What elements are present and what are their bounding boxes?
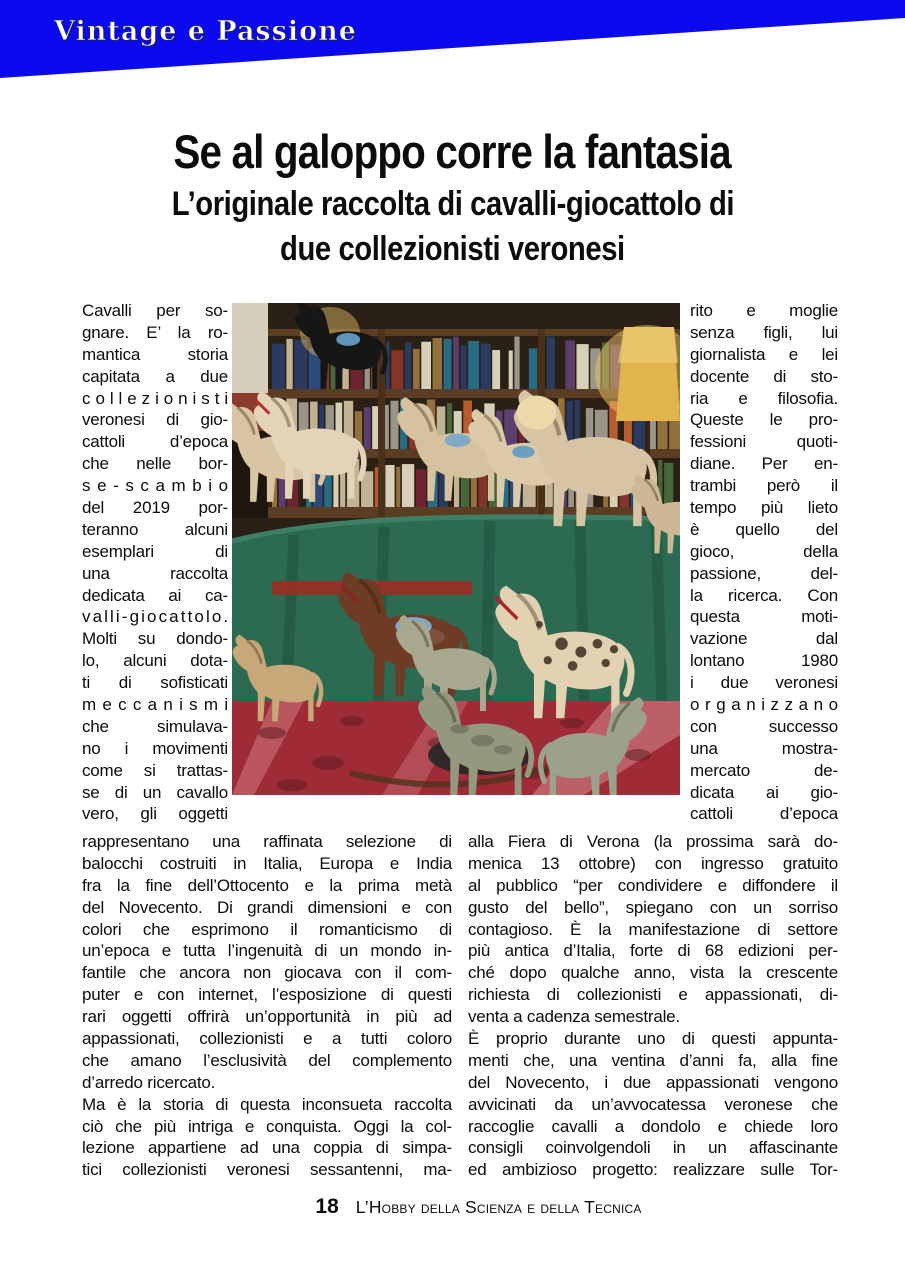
text-line: m e c c a n i s m i <box>82 695 228 715</box>
text-line: d’arredo ricercato. <box>82 1072 216 1092</box>
text-line: capitata a due <box>82 366 228 386</box>
text-line: una mostra- <box>690 738 838 758</box>
text-line: dicata ai gio- <box>690 782 838 802</box>
subtitle-line: L’originale raccolta di cavalli-giocattolo di <box>171 185 734 223</box>
text-line: rappresentano una raffinata selezione di <box>82 832 452 851</box>
text-line: richiesta di collezionisti e appassionati, di- <box>468 985 838 1005</box>
text-line: ti di sofisticati <box>82 673 228 693</box>
text-column-wide-right <box>468 831 838 1181</box>
text-line: Ma è la storia di questa inconsueta raccolta <box>82 1094 452 1114</box>
text-line: tempo più lieto <box>690 498 838 518</box>
text-line: c o l l e z i o n i s t i <box>82 388 228 408</box>
text-line: questa moti- <box>690 607 838 627</box>
text-line: contagioso. È la manifestazione di settore <box>468 919 838 939</box>
text-line: gioco, della <box>690 541 838 561</box>
text-line: rito e moglie <box>690 301 838 320</box>
text-line: che nelle bor- <box>82 454 228 474</box>
text-line: raccoglie cavalli a dondolo e chiede loro <box>468 1116 838 1136</box>
text-column-narrow-right <box>690 300 838 825</box>
text-line: lo, alcuni dota- <box>82 651 228 671</box>
text-line: avvicinati da un’avvocatessa veronese che <box>468 1094 838 1114</box>
text-line: i due veronesi <box>690 673 838 693</box>
text-line: teranno alcuni <box>82 519 228 539</box>
text-line: del 2019 por- <box>82 498 228 518</box>
text-line: tici collezionisti veronesi sessantenni, ma- <box>82 1160 452 1180</box>
text-line: È proprio durante uno di questi appunta- <box>468 1029 838 1049</box>
text-line: esemplari di <box>82 541 228 561</box>
text-line: dedicata ai ca- <box>82 585 228 605</box>
text-line: vazione dal <box>690 629 838 649</box>
text-line: fantile che ancora non giocava con il com- <box>82 963 452 983</box>
article-title-text: Se al galoppo corre la fantasia <box>173 125 732 178</box>
magazine-title: L’Hobby della Scienza e della Tecnica <box>355 1197 642 1217</box>
text-line: mantica storia <box>82 344 228 364</box>
text-line: senza figli, lui <box>690 322 838 342</box>
text-line: più antica d’Italia, forte di 68 edizioni per- <box>468 941 838 961</box>
text-line: venta a cadenza semestrale. <box>468 1007 680 1027</box>
article-title <box>0 124 905 179</box>
text-line: menti che, una ventina d’anni fa, alla fine <box>468 1050 838 1070</box>
section-label: Vintage e Passione <box>54 16 357 47</box>
text-line: del Novecento, i due appassionati vengono <box>468 1072 838 1092</box>
text-line: consigli coinvolgendoli in un affascinante <box>468 1138 838 1158</box>
text-line: mercato de- <box>690 760 838 780</box>
text-line: ed ambizioso progetto: realizzare sulle Tor- <box>468 1160 838 1180</box>
text-column-wide-left <box>82 831 452 1181</box>
text-line: alla Fiera di Verona (la prossima sarà do- <box>468 832 838 851</box>
text-line: v a l l i - g i o c a t t o l o . <box>82 607 228 627</box>
text-line: che amano l’esclusività del complemento <box>82 1050 452 1070</box>
page-number: 18 <box>315 1195 339 1218</box>
text-line: un’epoca e tutta l’ingenuità di un mondo in- <box>82 941 452 961</box>
text-line: menica 13 ottobre) con ingresso gratuito <box>468 853 838 873</box>
text-line: appassionati, collezionisti e a tutti coloro <box>82 1029 452 1049</box>
text-line: vero, gli oggetti <box>82 804 228 824</box>
text-line: gusto del bello”, spiegano con un sorriso <box>468 897 838 917</box>
text-line: se di un cavallo <box>82 782 228 802</box>
text-line: no i movimenti <box>82 738 228 758</box>
text-line: passione, del- <box>690 563 838 583</box>
text-line: fessioni quoti- <box>690 432 838 452</box>
text-line: docente di sto- <box>690 366 838 386</box>
text-line: Molti su dondo- <box>82 629 228 649</box>
text-line: cattoli d’epoca <box>82 432 228 452</box>
text-line: come si trattas- <box>82 760 228 780</box>
text-line: è quello del <box>690 519 838 539</box>
subtitle-line: due collezionisti veronesi <box>280 230 625 268</box>
text-line: ciò che più intriga e conquista. Oggi la col- <box>82 1116 452 1136</box>
text-line: ria e filosofia. <box>690 388 838 408</box>
text-line: una raccolta <box>82 563 228 583</box>
text-line: s e - s c a m b i o <box>82 476 228 496</box>
text-line: trambi però il <box>690 476 838 496</box>
text-line: giornalista e lei <box>690 344 838 364</box>
text-line: o r g a n i z z a n o <box>690 695 838 715</box>
text-line: veronesi di gio- <box>82 410 228 430</box>
text-line: balocchi costruiti in Italia, Europa e India <box>82 853 452 873</box>
text-line: che simulava- <box>82 716 228 736</box>
text-line: Cavalli per so- <box>82 301 228 320</box>
page-footer <box>26 1195 905 1219</box>
toy-horses-photo-illustration <box>232 303 680 795</box>
text-line: diane. Per en- <box>690 454 838 474</box>
text-line: con successo <box>690 716 838 736</box>
text-line: fra la fine dell’Ottocento e la prima metà <box>82 875 452 895</box>
article-photo <box>232 303 680 795</box>
text-line: ché dopo qualche anno, vista la crescente <box>468 963 838 983</box>
text-line: gnare. E’ la ro- <box>82 322 228 342</box>
text-line: lezione appartiene ad una coppia di simpa- <box>82 1138 452 1158</box>
text-column-narrow-left <box>82 300 228 825</box>
text-line: Queste le pro- <box>690 410 838 430</box>
text-line: del Novecento. Di grandi dimensioni e con <box>82 897 452 917</box>
text-line: al pubblico “per condividere e diffondere il <box>468 875 838 895</box>
text-line: cattoli d’epoca <box>690 804 838 824</box>
article-subtitle <box>0 182 905 272</box>
text-line: colori che esprimono il romanticismo di <box>82 919 452 939</box>
text-line: rari oggetti offrirà un’opportunità in più ad <box>82 1007 452 1027</box>
text-line: lontano 1980 <box>690 651 838 671</box>
text-line: puter e con internet, l’esposizione di questi <box>82 985 452 1005</box>
text-line: la ricerca. Con <box>690 585 838 605</box>
